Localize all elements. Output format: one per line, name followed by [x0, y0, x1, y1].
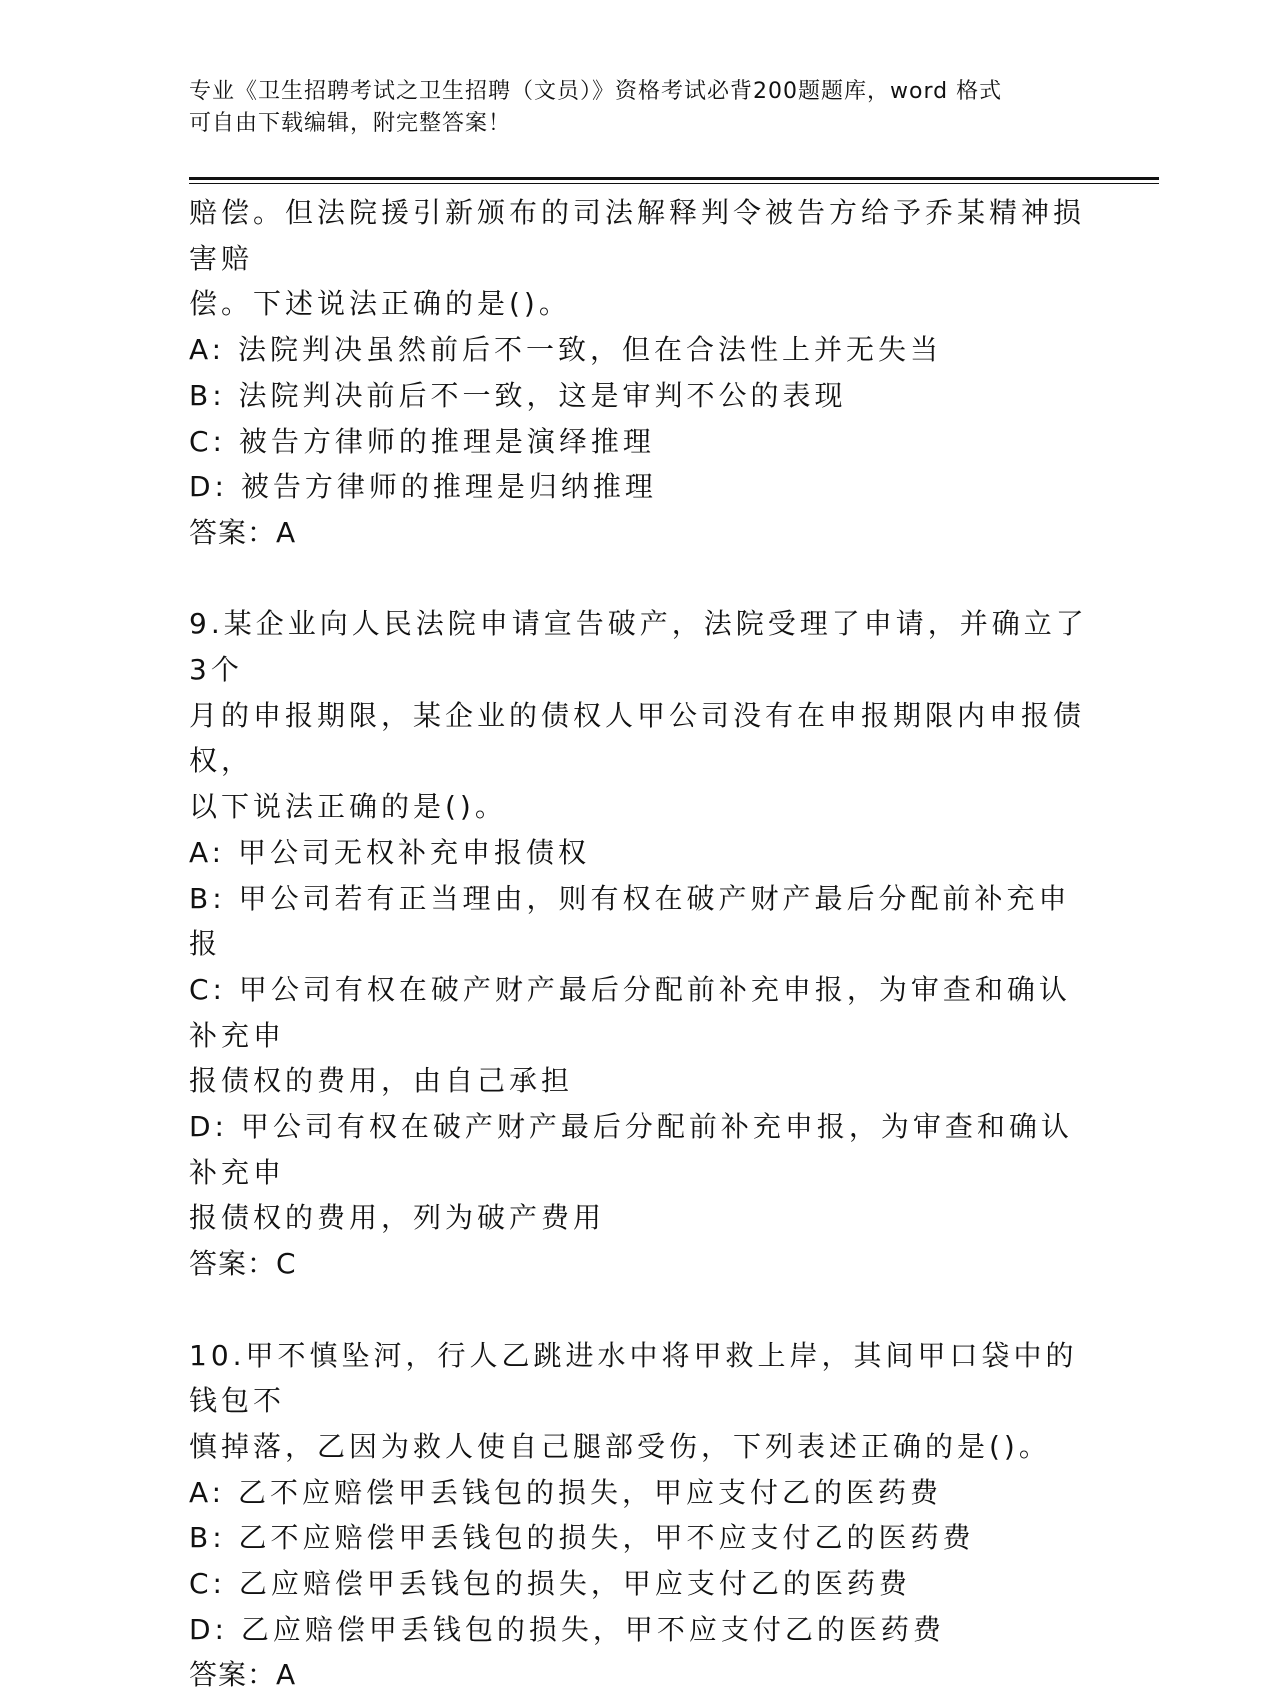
question-9: [189, 601, 1089, 1287]
spacer: [189, 556, 1089, 602]
question-stem-line: 赔偿。但法院援引新颁布的司法解释判令被告方给予乔某精神损害赔: [189, 196, 1086, 275]
option-a: A: 乙不应赔偿甲丢钱包的损失，甲应支付乙的医药费: [189, 1475, 942, 1509]
header-line-1: 专业《卫生招聘考试之卫生招聘（文员）》资格考试必背200题题库，word 格式: [189, 79, 1003, 104]
option-c: C: 被告方律师的推理是演绎推理: [189, 424, 655, 458]
header-divider-thick: [189, 177, 1159, 180]
option-a: A: 法院判决虽然前后不一致，但在合法性上并无失当: [189, 333, 942, 367]
option-d: D: 乙应赔偿甲丢钱包的损失，甲不应支付乙的医药费: [189, 1612, 945, 1646]
question-stem-line: 慎掉落，乙因为救人使自己腿部受伤，下列表述正确的是()。: [189, 1429, 1051, 1463]
question-continuation: [189, 190, 1089, 556]
question-stem-line: 10.甲不慎坠河，行人乙跳进水中将甲救上岸，其间甲口袋中的钱包不: [189, 1338, 1078, 1418]
question-stem-line: 9.某企业向人民法院申请宣告破产，法院受理了申请，并确立了3个: [189, 607, 1088, 687]
option-c: C: 甲公司有权在破产财产最后分配前补充申报，为审查和确认补充申: [189, 972, 1071, 1052]
answer-line: 答案：C: [189, 1247, 297, 1281]
question-stem-line: 偿。下述说法正确的是()。: [189, 287, 571, 321]
option-b: B: 乙不应赔偿甲丢钱包的损失，甲不应支付乙的医药费: [189, 1521, 975, 1555]
answer-line: 答案：A: [189, 515, 297, 549]
header-line-2: 可自由下载编辑，附完整答案！: [189, 111, 512, 136]
question-list: [189, 190, 1089, 1698]
option-d: D: 甲公司有权在破产财产最后分配前补充申报，为审查和确认补充申: [189, 1110, 1073, 1189]
option-d: D: 被告方律师的推理是归纳推理: [189, 470, 657, 504]
option-b: B: 法院判决前后不一致，这是审判不公的表现: [189, 378, 847, 412]
answer-line: 答案：A: [189, 1658, 297, 1692]
document-header: [189, 76, 1089, 140]
option-b: B: 甲公司若有正当理由，则有权在破产财产最后分配前补充申报: [189, 881, 1071, 961]
option-c-continued: 报债权的费用，由自己承担: [189, 1064, 574, 1098]
question-stem-line: 以下说法正确的是()。: [189, 790, 507, 824]
option-c: C: 乙应赔偿甲丢钱包的损失，甲应支付乙的医药费: [189, 1567, 911, 1601]
question-10: [189, 1333, 1089, 1698]
question-stem-line: 月的申报期限，某企业的债权人甲公司没有在申报期限内申报债权，: [189, 698, 1086, 778]
header-divider-thin: [189, 183, 1159, 184]
option-d-continued: 报债权的费用，列为破产费用: [189, 1201, 606, 1235]
option-a: A: 甲公司无权补充申报债权: [189, 835, 590, 869]
spacer: [189, 1287, 1089, 1333]
